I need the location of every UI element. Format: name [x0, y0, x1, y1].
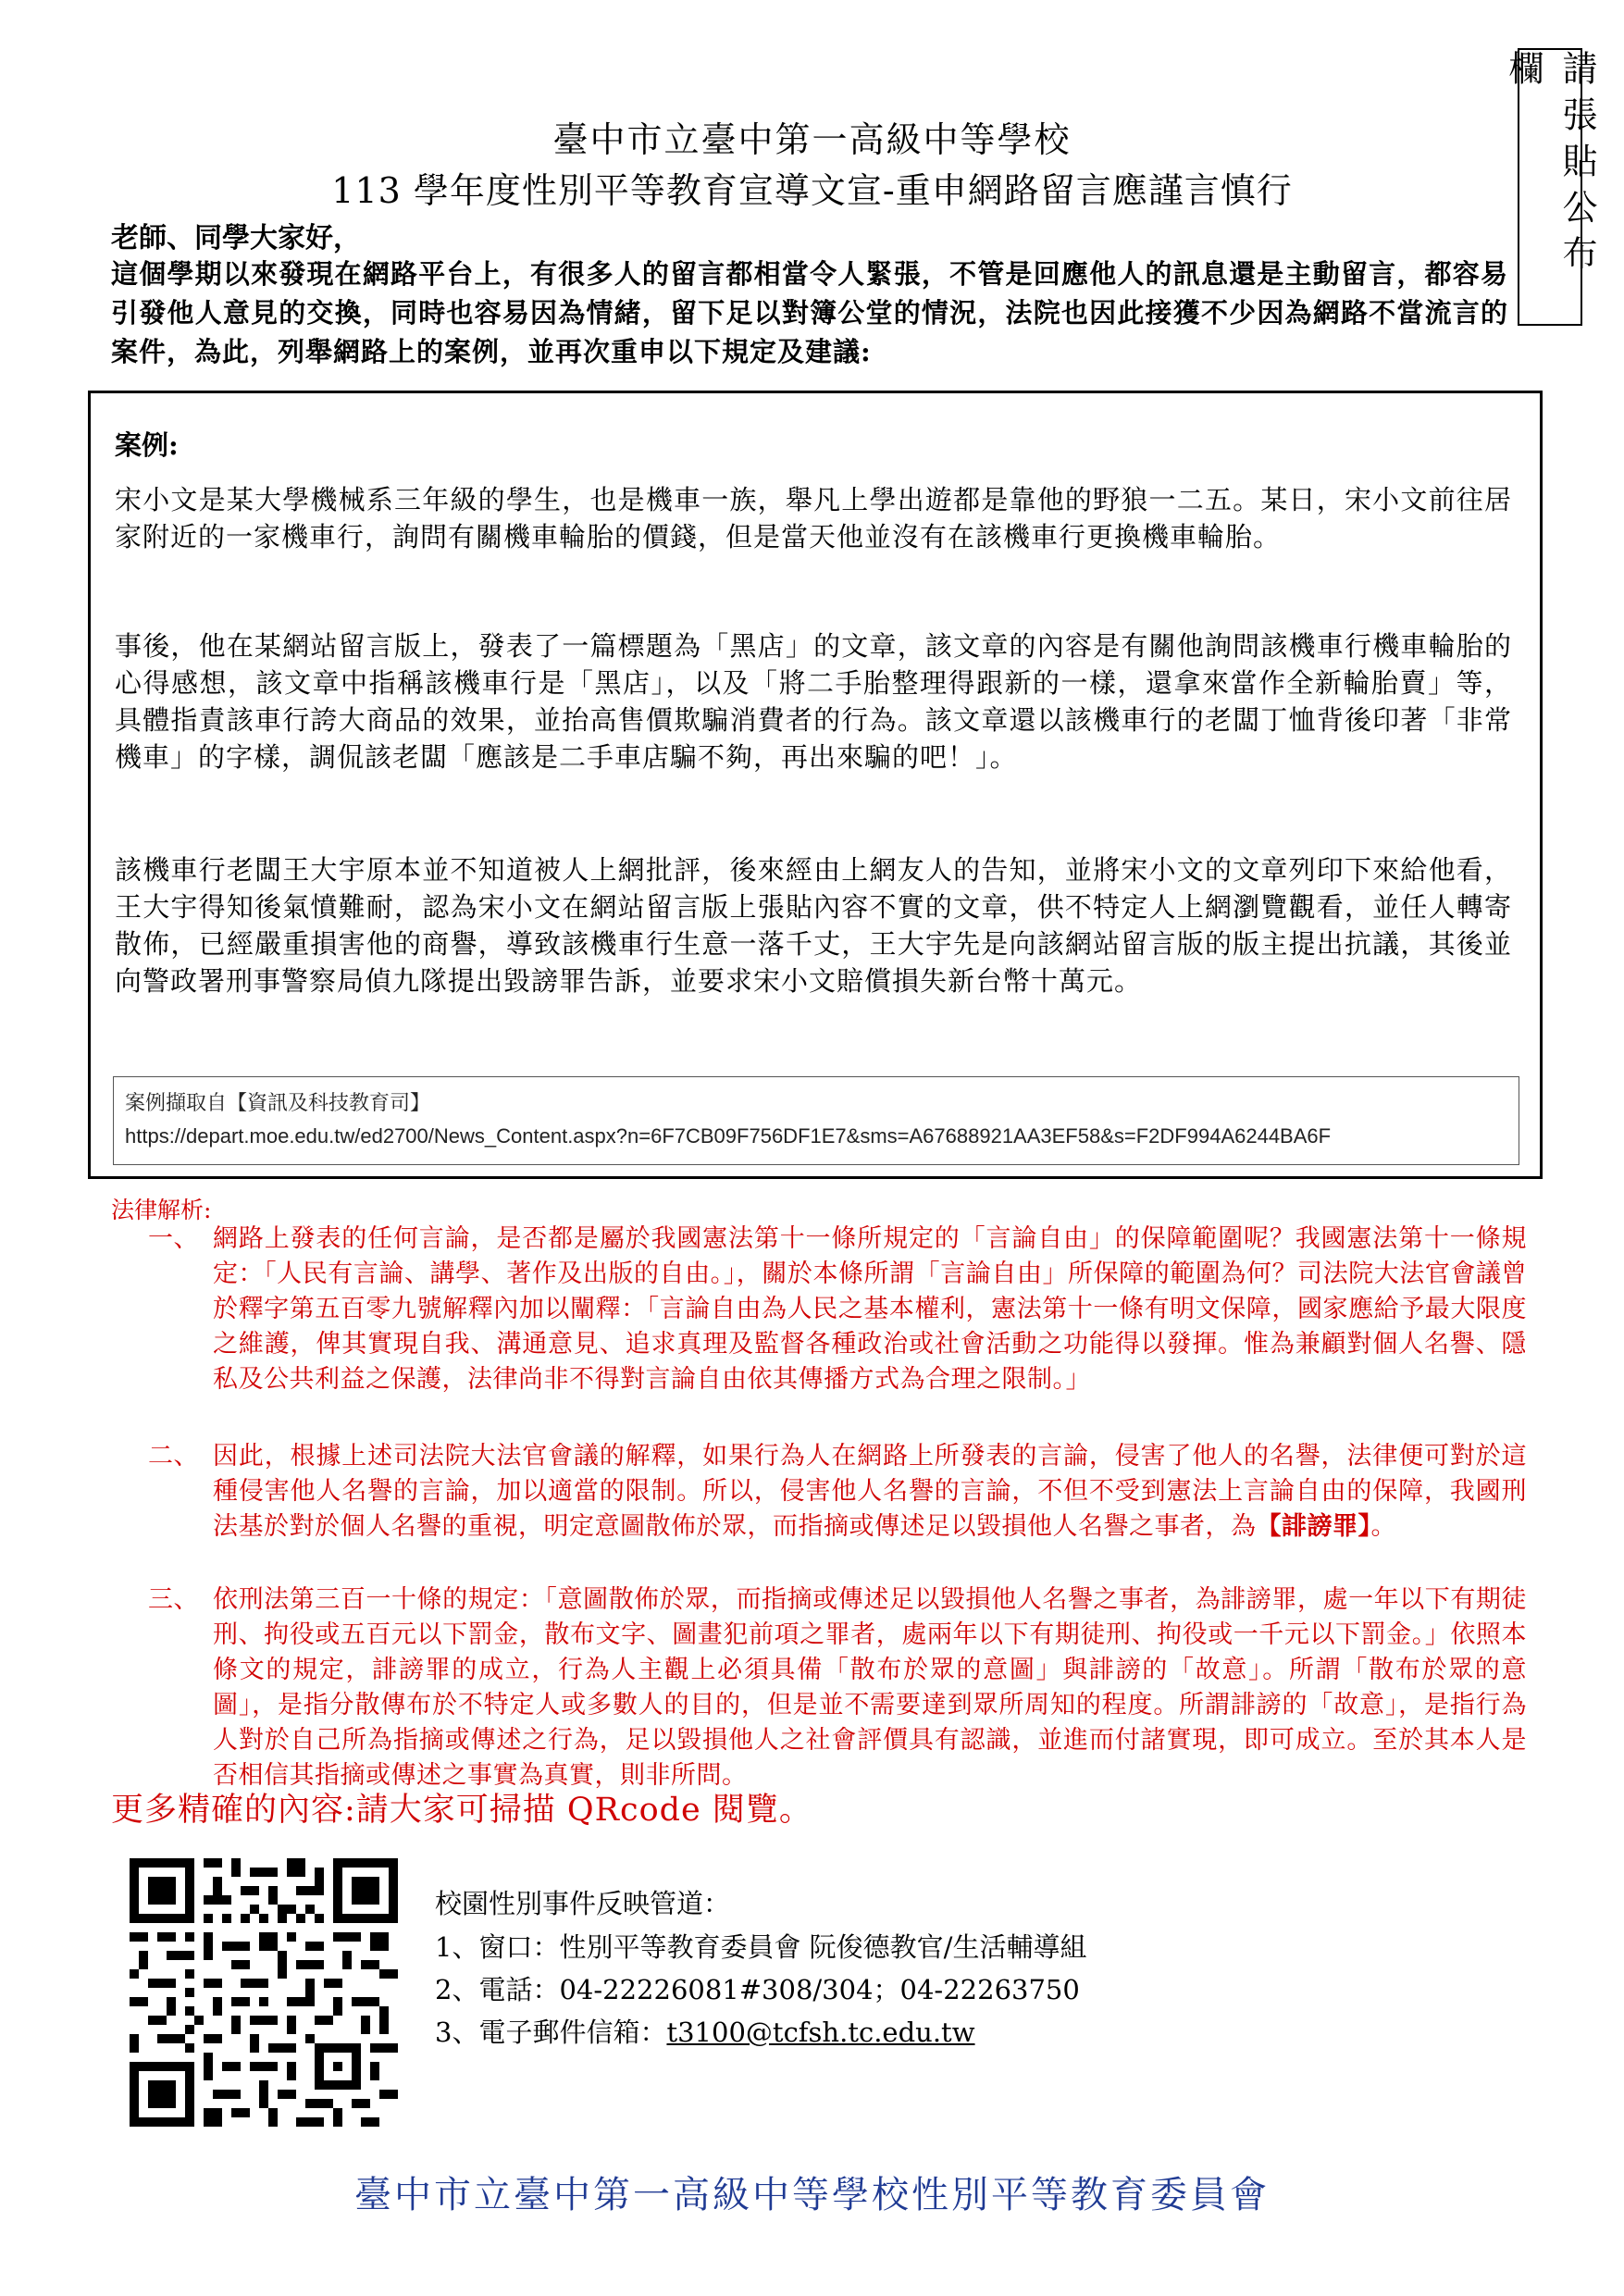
email-link[interactable]: t3100@tcfsh.tc.edu.tw [666, 2017, 975, 2048]
footer-committee: 臺中市立臺中第一高級中等學校性別平等教育委員會 [354, 2174, 1270, 2216]
contact-phone: 2、電話：04-22226081#308/304；04-22263750 [435, 1974, 1080, 2005]
law-item-number: 二、 [148, 1442, 199, 1471]
case-paragraph-2: 事後，他在某網站留言版上，發表了一篇標題為「黑店」的文章，該文章的內容是有關他詢問該機車行機車輪胎的心得感想，該文章中指稱該機車行是「黑店」，以及「將二手胎整理得跟新的一樣，還拿來當作全新輪胎賣」等，具體指責該車行誇大商品的效果，並抬高售價欺騙消費者的行為。該文章還以該機車行的老闆丁恤背後印著「非常機車」的字樣，調侃該老闆「應該是二手車店騙不夠，再出來騙的吧！」。 [115, 630, 1512, 773]
contact-email [435, 2012, 975, 2050]
law-analysis-title: 法律解析: [111, 1197, 212, 1223]
law-item-tail: 。 [1370, 1512, 1396, 1541]
defamation-crime-label: 【誹謗罪】 [1256, 1512, 1371, 1541]
law-item-1 [148, 1222, 1527, 1434]
contact-office: 1、窗口：性別平等教育委員會 阮俊德教官/生活輔導組 [435, 1931, 1087, 1963]
case-paragraph-1: 宋小文是某大學機械系三年級的學生，也是機車一族，舉凡上學出遊都是靠他的野狼一二五。某日，宋小文前往居家附近的一家機車行，詢問有關機車輪胎的價錢，但是當天他並沒有在該機車行更換機車輪胎。 [115, 484, 1512, 552]
post-label-text: 請張貼公布欄 [1503, 50, 1597, 281]
case-source-url[interactable]: https://depart.moe.edu.tw/ed2700/News_Content.aspx?n=6F7CB09F756DF1E7&sms=A67688921AA3EF58&s=F2DF994A6244BA6F [125, 1124, 1332, 1148]
law-item-text: 因此，根據上述司法院大法官會議的解釋，如果行為人在網路上所發表的言論，侵害了他人的名譽，法律便可對於這種侵害他人名譽的言論，加以適當的限制。所以，侵害他人名譽的言論，不但不受到憲法上言論自由的保障，我國刑法基於對於個人名譽的重視，明定意圖散佈於眾，而指摘或傳述足以毀損他人名譽之事者，為 [213, 1442, 1527, 1541]
case-paragraph-3: 該機車行老闆王大宇原本並不知道被人上網批評，後來經由上網友人的告知，並將宋小文的文章列印下來給他看，王大宇得知後氣憤難耐，認為宋小文在網站留言版上張貼內容不實的文章，供不特定人上網瀏覽觀看，並任人轉寄散佈，已經嚴重損害他的商譽，導致該機車行生意一落千丈，王大宇先是向該網站留言版的版主提出抗議，其後並向警政署刑事警察局偵九隊提出毀謗罪告訴，並要求宋小文賠償損失新台幣十萬元。 [115, 854, 1512, 997]
school-name: 臺中市立臺中第一高級中等學校 [552, 119, 1072, 160]
document-title: 113 學年度性別平等教育宣導文宣-重申網路留言應謹言慎行 [331, 170, 1293, 211]
contact-email-label: 3、電子郵件信箱： [435, 2017, 667, 2048]
case-source-label: 案例擷取自【資訊及科技教育司】 [125, 1091, 431, 1114]
law-item-3 [148, 1582, 1527, 1790]
case-box [88, 391, 1543, 1179]
qr-code[interactable] [130, 1858, 398, 2127]
law-item-text: 網路上發表的任何言論，是否都是屬於我國憲法第十一條所規定的「言論自由」的保障範圍呢？我國憲法第十一條規定：「人民有言論、講學、著作及出版的自由。」，關於本條所謂「言論自由」所保障的範圍為何？司法院大法官會議曾於釋字第五百零九號解釋內加以闡釋：「言論自由為人民之基本權利，憲法第十一條有明文保障，國家應給予最大限度之維護，俾其實現自我、溝通意見、追求真理及監督各種政治或社會活動之功能得以發揮。惟為兼顧對個人名譽、隱私及公共利益之保護，法律尚非不得對言論自由依其傳播方式為合理之限制。」 [213, 1224, 1527, 1394]
law-item-body [213, 1439, 1527, 1545]
greeting: 老師、同學大家好， [111, 222, 361, 254]
law-item-text: 依刑法第三百一十條的規定：「意圖散佈於眾，而指摘或傳述足以毀損他人名譽之事者，為誹謗罪，處一年以下有期徒刑、拘役或五百元以下罰金，散布文字、圖畫犯前項之罪者，處兩年以下有期徒刑、拘役或一千元以下罰金。」依照本條文的規定，誹謗罪的成立，行為人主觀上必須具備「散布於眾的意圖」與誹謗的「故意」。所謂「散布於眾的意圖」，是指分散傳布於不特定人或多數人的目的，但是並不需要達到眾所周知的程度。所謂誹謗的「故意」，是指行為人對於自己所為指摘或傳述之行為，足以毀損他人之社會評價具有認識，並進而付諸實現，即可成立。至於其本人是否相信其指摘或傳述之事實為真實，則非所問。 [213, 1585, 1527, 1790]
case-title: 案例: [115, 429, 179, 461]
case-source-box [113, 1076, 1519, 1165]
more-info-note: 更多精確的內容:請大家可掃描 QRcode 閱覽。 [111, 1792, 812, 1829]
law-item-number: 一、 [148, 1224, 199, 1253]
intro-paragraph: 這個學期以來發現在網路平台上，有很多人的留言都相當令人緊張，不管是回應他人的訊息還是主動留言，都容易引發他人意見的交換，同時也容易因為情緒，留下足以對簿公堂的情況，法院也因此接獲不少因為網路不當流言的案件，為此，列舉網路上的案例，並再次重申以下規定及建議: [111, 258, 1508, 367]
contact-title: 校園性別事件反映管道： [435, 1888, 731, 1919]
law-item-number: 三、 [148, 1585, 199, 1614]
law-item-2 [148, 1439, 1527, 1578]
